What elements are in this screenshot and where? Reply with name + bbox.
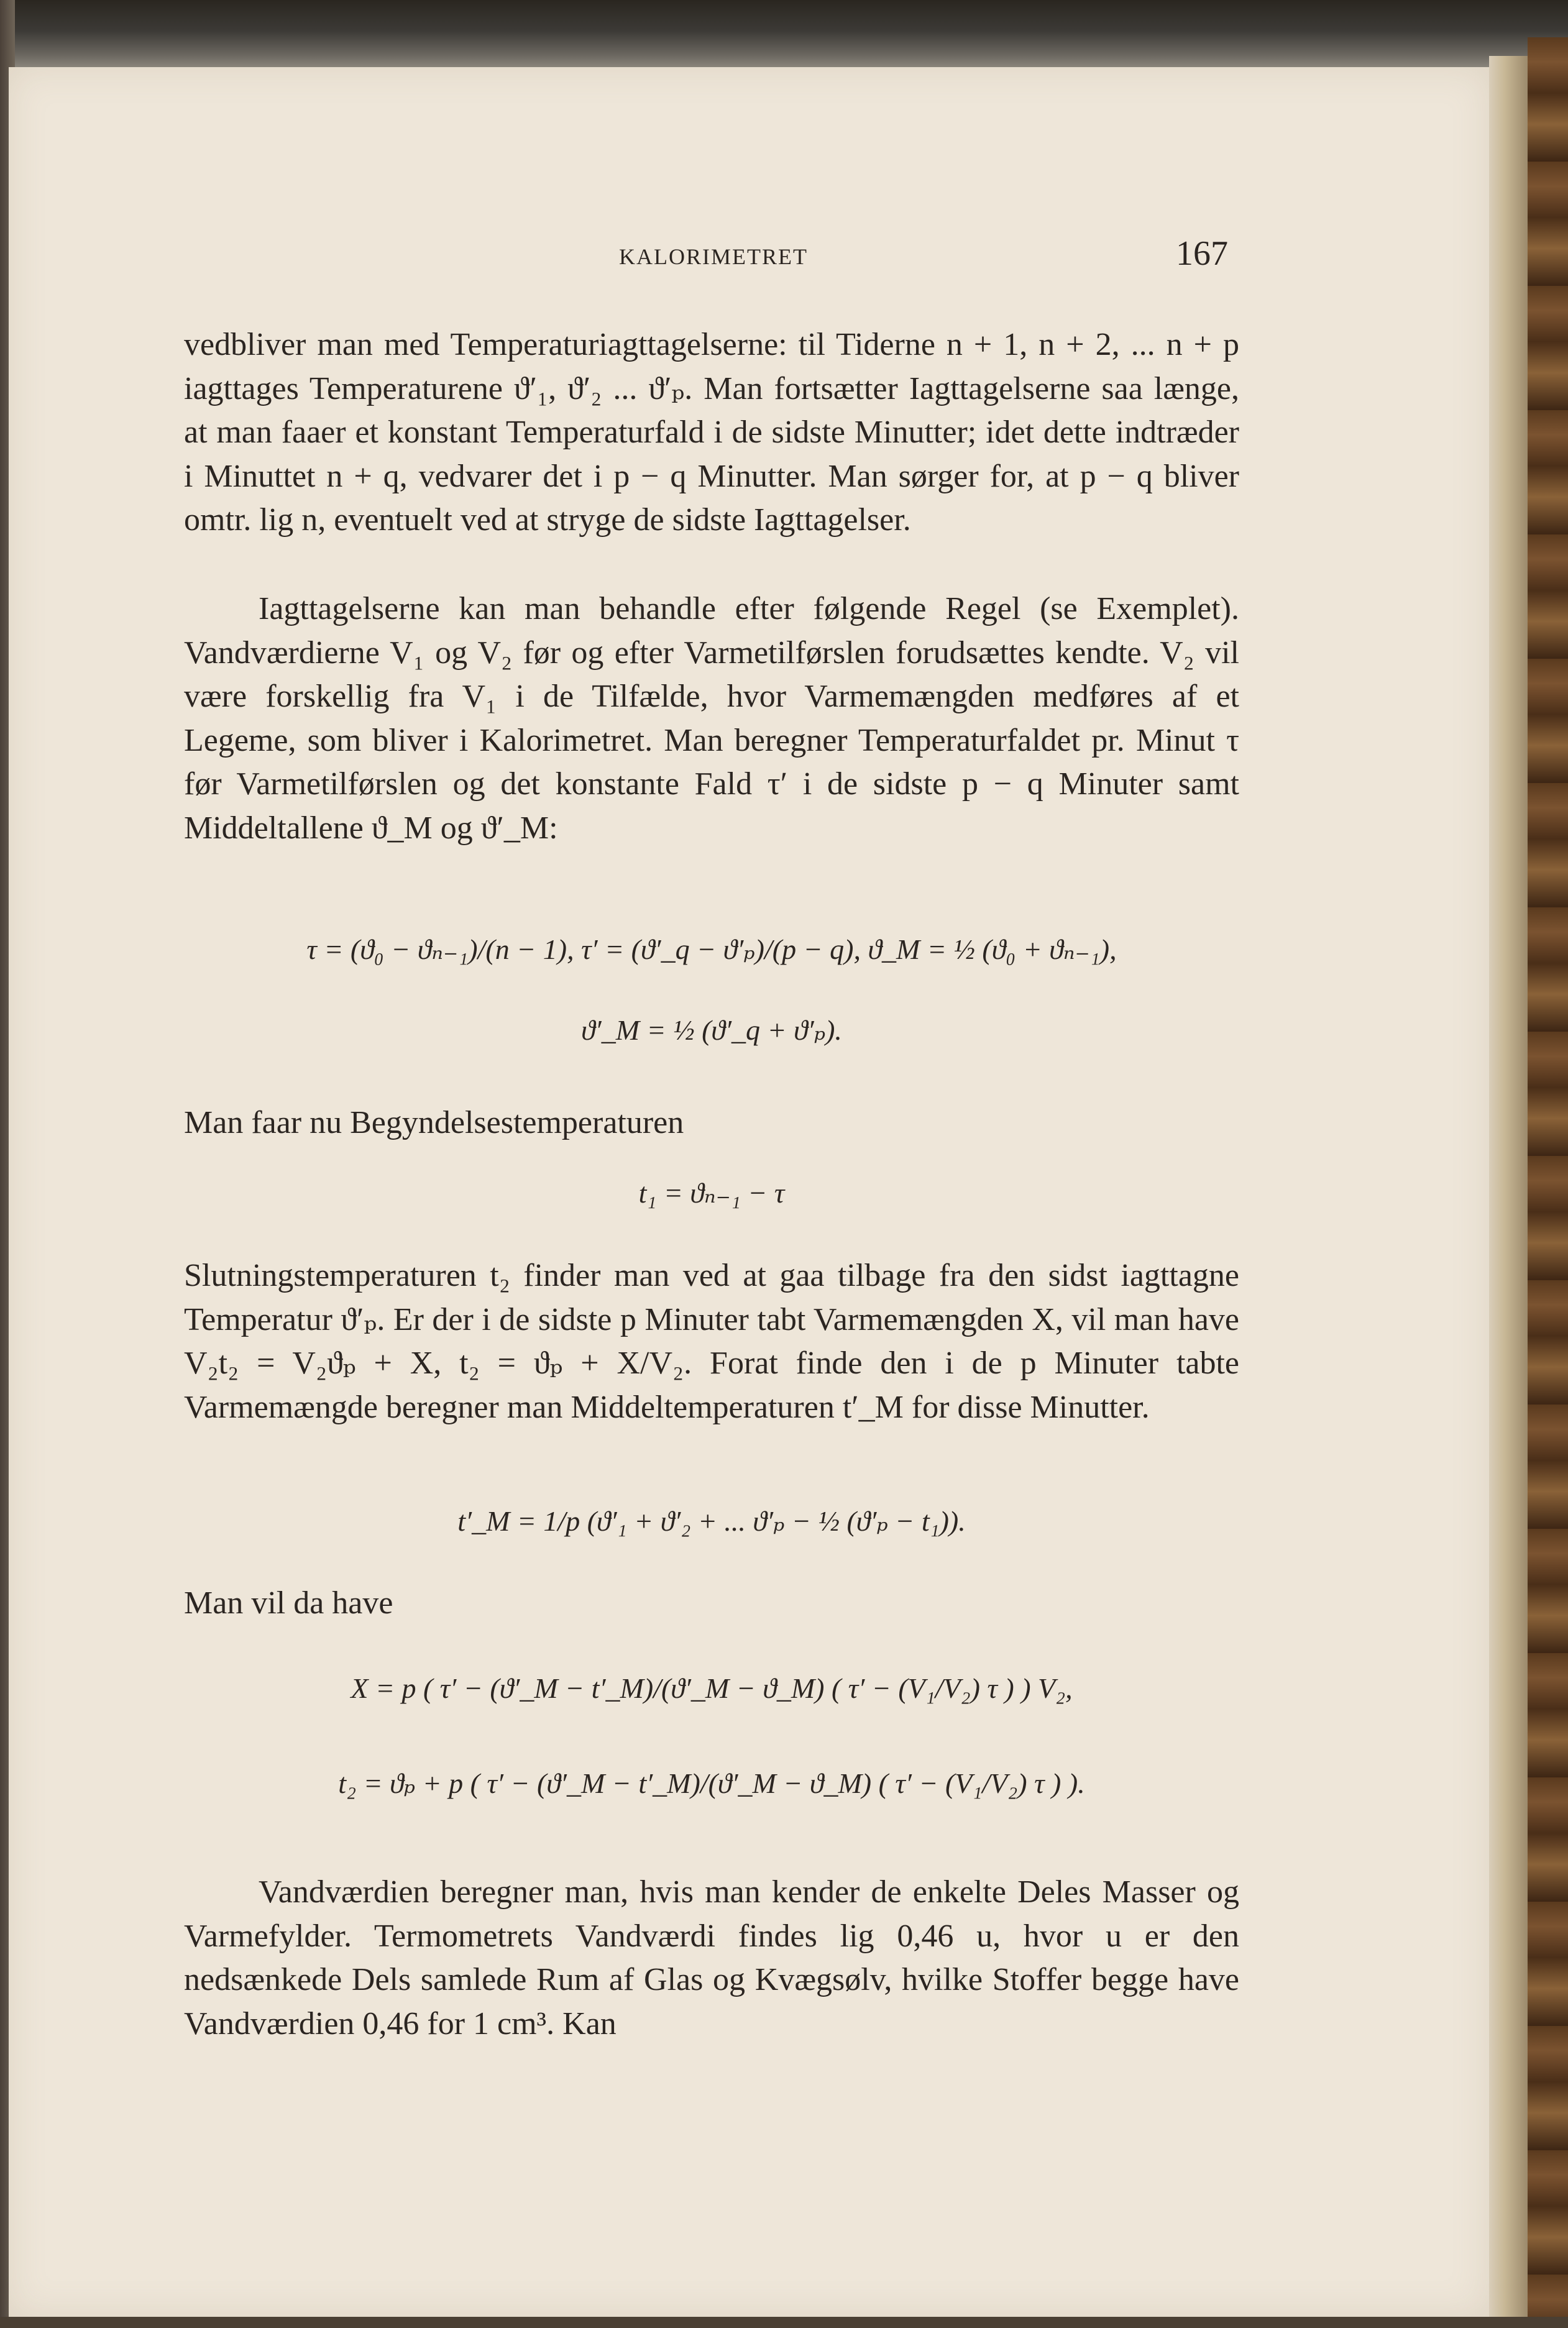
book-cover-edge	[1528, 37, 1568, 2328]
scan-top-border	[0, 0, 1568, 68]
equation-tau: τ = (ϑ₀ − ϑₙ₋₁)/(n − 1), τ′ = (ϑ′_q − ϑ′ₚ)/(p − q), ϑ_M = ½ (ϑ₀ + ϑₙ₋₁),	[306, 933, 1117, 965]
page-number: 167	[1176, 234, 1228, 273]
scan-bottom-border	[0, 2317, 1568, 2328]
equation-t1: t₁ = ϑₙ₋₁ − τ	[638, 1177, 785, 1209]
running-header	[184, 234, 1228, 276]
paragraph-5: Man vil da have	[184, 1585, 393, 1621]
paragraph-6: Vandværdien beregner man, hvis man kender de enkelte Deles Masser og Varmefylder. Termometrets Vandværdi findes lig 0,46 u, hvor u er den nedsænkede Dels samlede Rum af Glas og Kvægsølv, hvilke Stoffer begge have Vandværdien 0,46 for 1 cm³. Kan	[184, 1874, 1239, 2042]
equation-t2: t₂ = ϑₚ + p ( τ′ − (ϑ′_M − t′_M)/(ϑ′_M − ϑ_M) ( τ′ − (V₁/V₂) τ ) ).	[338, 1767, 1085, 1799]
paragraph-3: Man faar nu Begyndelsestemperaturen	[184, 1105, 684, 1140]
running-title: KALORIMETRET	[619, 244, 808, 269]
equation-theta-prime-mean: ϑ′_M = ½ (ϑ′_q + ϑ′ₚ).	[581, 1014, 842, 1046]
page-gutter	[1489, 56, 1528, 2328]
equation-t-prime-mean: t′_M = 1/p (ϑ′₁ + ϑ′₂ + ... ϑ′ₚ − ½ (ϑ′ₚ − t₁)).	[457, 1505, 966, 1537]
paragraph-1: vedbliver man med Temperaturiagttagelserne: til Tiderne n + 1, n + 2, ... n + p iagttages Temperaturene ϑ′₁, ϑ′₂ ... ϑ′ₚ. Man fortsætter Iagttagelserne saa længe, at man faaer et konstant Temperaturfald i de sidste Minutter; idet dette indtræder i Minuttet n + q, vedvarer det i p − q Minutter. Man sørger for, at p − q bliver omtr. lig n, eventuelt ved at stryge de sidste Iagttagelser.	[184, 327, 1239, 538]
paragraph-4: Slutningstemperaturen t₂ finder man ved at gaa tilbage fra den sidst iagttagne Temperatur ϑ′ₚ. Er der i de sidste p Minuter tabt Varmemængden X, vil man have V₂t₂ = V₂ϑₚ + X, t₂ = ϑₚ + X/V₂. Forat finde den i de p Minuter tabte Varmemængde beregner man Middeltemperaturen t′_M for disse Minutter.	[184, 1258, 1239, 1425]
equation-x: X = p ( τ′ − (ϑ′_M − t′_M)/(ϑ′_M − ϑ_M) ( τ′ − (V₁/V₂) τ ) ) V₂,	[351, 1672, 1073, 1704]
paragraph-2: Iagttagelserne kan man behandle efter følgende Regel (se Exemplet). Vandværdierne V₁ og V₂ før og efter Varmetilførslen forudsættes kendte. V₂ vil være forskellig fra V₁ i de Tilfælde, hvor Varmemængden medføres af et Legeme, som bliver i Kalorimetret. Man beregner Temperaturfaldet pr. Minut τ før Varmetilførslen og det konstante Fald τ′ i de sidste p − q Minuter samt Middeltallene ϑ_M og ϑ′_M:	[184, 591, 1239, 846]
